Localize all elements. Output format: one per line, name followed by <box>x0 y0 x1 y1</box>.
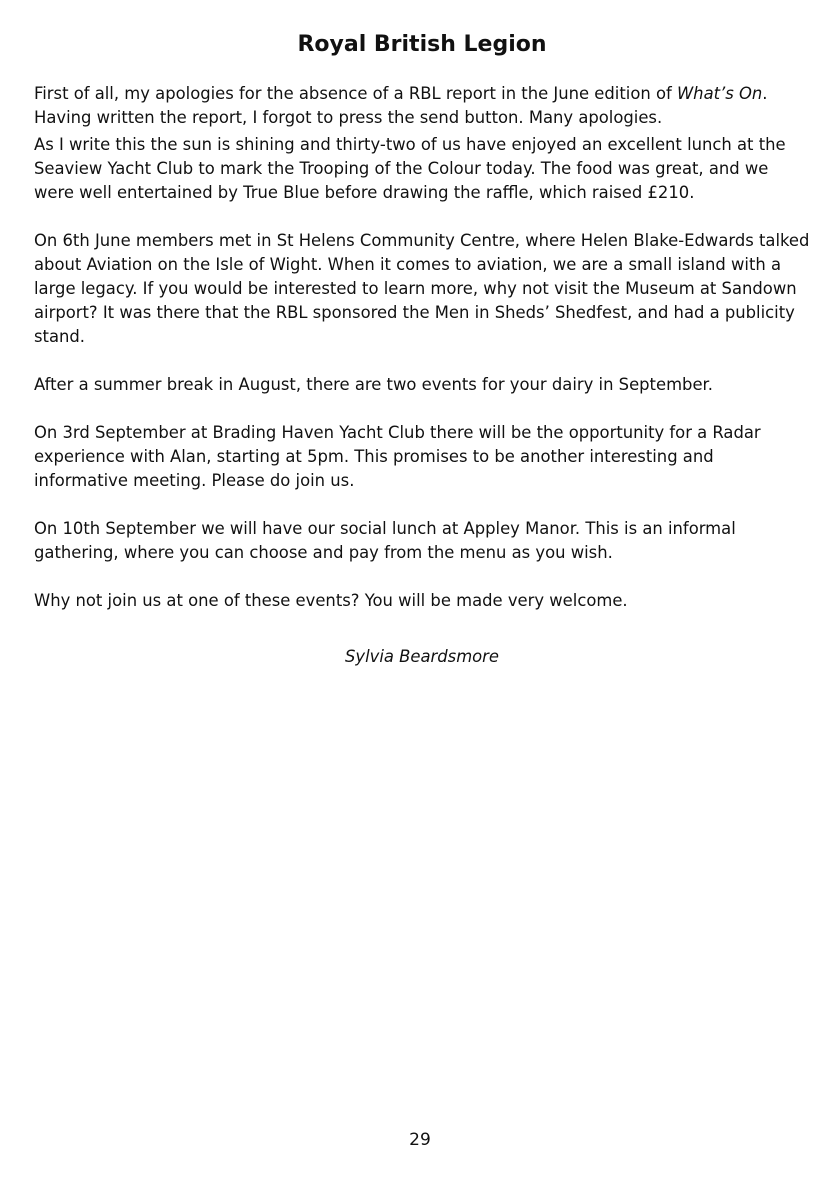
paragraph-summer-break: After a summer break in August, there are two events for your dairy in September. <box>34 375 713 394</box>
paragraph-june-meeting: On 6th June members met in St Helens Community Centre, where Helen Blake-Edwards talked about Aviation on the Isle of Wight. When it comes to aviation, we are a small island with a large legacy. If you would be interested to learn more, why not visit the Museum at Sandown airport? It was there that the RBL sponsored the Men in Sheds’ Shedfest, and had a publicity stand. <box>34 231 810 346</box>
paragraph-radar-event: On 3rd September at Brading Haven Yacht Club there will be the opportunity for a Radar experience with Alan, starting at 5pm. This promises to be another interesting and informative meeting. Please do join us. <box>34 423 761 490</box>
author-signature: Sylvia Beardsmore <box>344 647 500 666</box>
paragraph-social-lunch: On 10th September we will have our social lunch at Appley Manor. This is an informal gathering, where you can choose and pay from the menu as you wish. <box>34 519 736 562</box>
apology-text-end: . Having written the report, I forgot to press the send button. Many apologies. <box>34 84 768 127</box>
apology-text-start: First of all, my apologies for the absence of a RBL report in the June edition of <box>34 84 677 103</box>
publication-title: What’s On <box>676 84 763 103</box>
page-number: 29 <box>409 1130 431 1150</box>
paragraph-apology <box>34 82 810 130</box>
document-page <box>34 0 810 669</box>
paragraph-lunch-report: As I write this the sun is shining and thirty-two of us have enjoyed an excellent lunch at the Seaview Yacht Club to mark the Trooping of the Colour today. The food was great, and we were well entertained by True Blue before drawing the raffle, which raised £210. <box>34 135 786 202</box>
page-title: Royal British Legion <box>297 32 547 57</box>
paragraph-invitation: Why not join us at one of these events? You will be made very welcome. <box>34 591 628 610</box>
